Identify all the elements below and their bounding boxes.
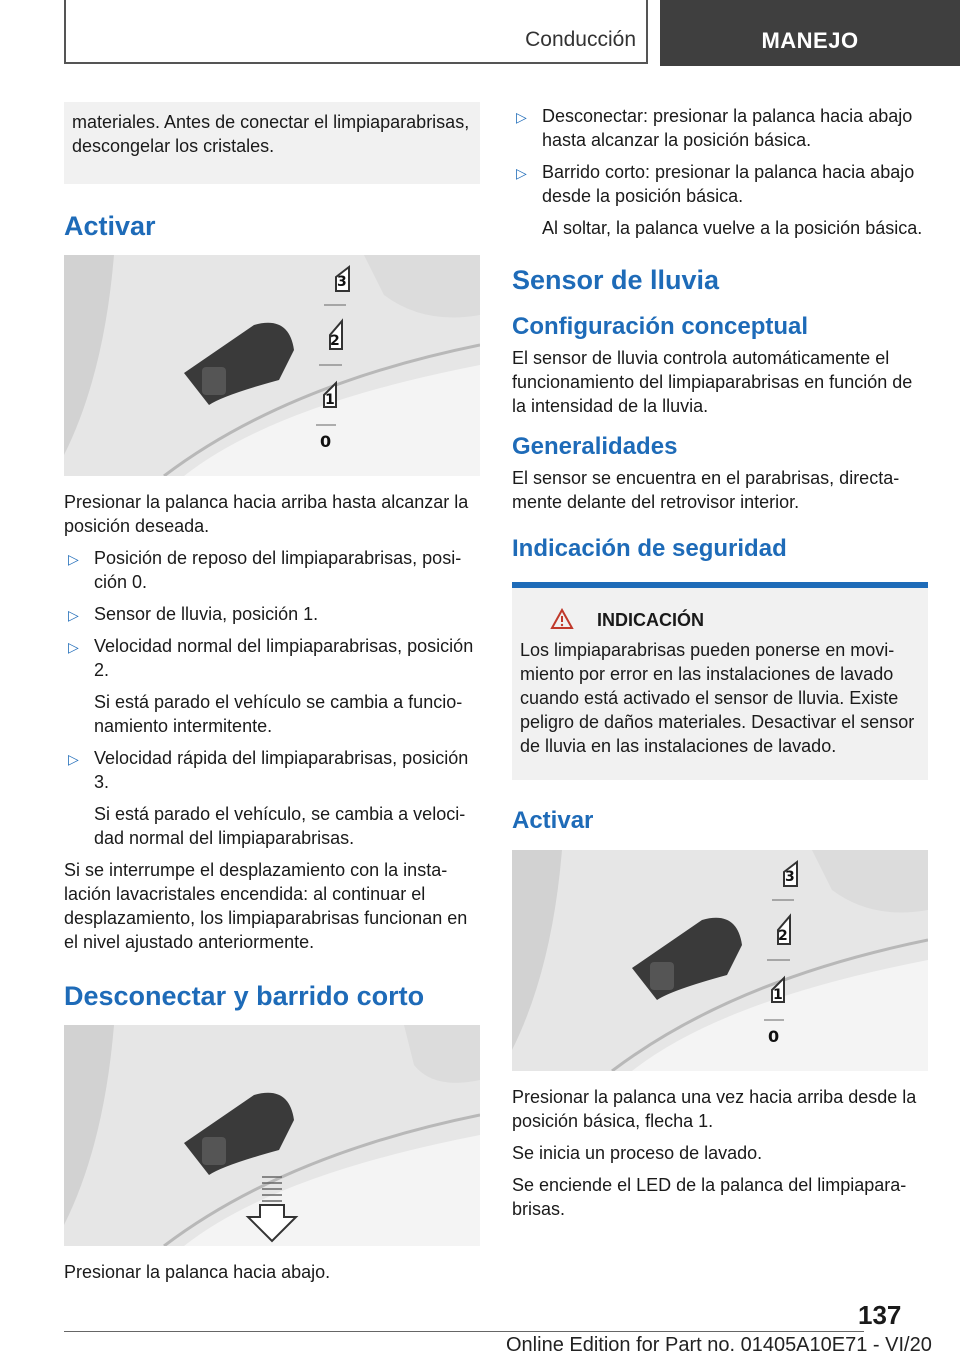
fig1-label-0: 0	[320, 432, 332, 451]
paragraph-desconectar: Presionar la palanca hacia abajo.	[64, 1262, 331, 1282]
page-number: 137	[858, 1300, 902, 1330]
list-item: ▷ Barrido corto: presionar la palanca hacia abajo desde la posición básica.	[516, 162, 915, 206]
warning-text: Los limpiaparabrisas pueden ponerse en movimiento por error en las instalaciones de lavado cuando está activado el sensor de lluvia. Existe peligro de daños materiales. Desactivar el sensor de lluvia en las instalaciones de lavado.	[520, 640, 915, 756]
footer-rule	[64, 1331, 864, 1332]
warning-triangle-icon	[550, 608, 574, 630]
fig1-label-2: 2	[330, 333, 340, 349]
triangle-bullet-icon: ▷	[68, 639, 79, 655]
list-item-subtext: Si está parado el vehículo, se cambia a velocidad normal del limpiaparabrisas.	[94, 804, 466, 848]
triangle-bullet-icon: ▷	[68, 751, 79, 767]
wiper-lever-figure-3	[512, 850, 928, 1071]
list-item: ▷ Velocidad rápida del limpiaparabrisas, posición 3.	[68, 748, 469, 792]
triangle-bullet-icon: ▷	[516, 165, 527, 181]
header-border-right	[646, 0, 648, 64]
fig3-label-2: 2	[778, 928, 788, 944]
paragraph-configuracion: El sensor de lluvia controla automáticamente el funcionamiento del limpiaparabrisas en función de la intensidad de la lluvia.	[512, 348, 913, 416]
header-section-title: Conducción	[525, 28, 636, 51]
paragraph-activar-2: Se inicia un proceso de lavado.	[512, 1143, 763, 1163]
list-item: ▷ Velocidad normal del limpiaparabrisas, posición 2.	[68, 636, 474, 680]
list-item: ▷ Desconectar: presionar la palanca hacia abajo hasta alcanzar la posición básica.	[516, 106, 913, 150]
heading-activar: Activar	[64, 211, 156, 241]
paragraph-generalidades: El sensor se encuentra en el parabrisas, directamente delante del retrovisor interior.	[512, 468, 900, 512]
triangle-bullet-icon: ▷	[68, 551, 79, 567]
fig3-label-3: 3	[785, 869, 795, 885]
paragraph-interrupcion: Si se interrumpe el desplazamiento con la instalación lavacristales encendida: al continuar el desplazamiento, los limpiaparabrisas funcionan en el nivel ajustado anteriormente.	[64, 860, 468, 952]
list-item-subtext: Si está parado el vehículo se cambia a funcionamiento intermitente.	[94, 692, 463, 736]
warning-box	[512, 588, 928, 780]
warning-panel	[512, 582, 928, 780]
list-item-subtext: Al soltar, la palanca vuelve a la posición básica.	[542, 218, 923, 238]
fig3-label-0: 0	[768, 1027, 780, 1046]
right-column	[512, 104, 928, 1221]
triangle-bullet-icon: ▷	[68, 607, 79, 623]
heading-configuracion: Configuración conceptual	[512, 313, 809, 340]
wiper-lever-figure-2	[64, 1025, 480, 1246]
fig1-label-3: 3	[337, 274, 347, 290]
header-rule	[64, 62, 646, 64]
paragraph-activar-1: Presionar la palanca una vez hacia arriba desde la posición básica, flecha 1.	[512, 1087, 917, 1131]
left-column	[64, 102, 480, 1284]
heading-seguridad: Indicación de seguridad	[512, 535, 787, 562]
note-text: materiales. Antes de conectar el limpiaparabrisas, descongelar los cristales.	[72, 112, 470, 156]
paragraph-activar-3: Se enciende el LED de la palanca del limpiaparabrisas.	[512, 1175, 907, 1219]
heading-activar-lavado: Activar	[512, 807, 594, 834]
paragraph-activar: Presionar la palanca hacia arriba hasta alcanzar la posición deseada.	[64, 492, 469, 536]
list-item: ▷ Sensor de lluvia, posición 1.	[64, 602, 480, 626]
list-item: ▷ Posición de reposo del limpiaparabrisas, posición 0.	[68, 548, 462, 592]
heading-desconectar: Desconectar y barrido corto	[64, 981, 425, 1011]
heading-generalidades: Generalidades	[512, 433, 678, 460]
note-box	[64, 102, 480, 184]
wiper-lever-figure-1	[64, 255, 480, 476]
warning-title: INDICACIÓN	[597, 610, 704, 630]
header-chapter-tab: MANEJO	[660, 0, 960, 66]
fig1-label-1: 1	[325, 392, 335, 408]
edition-text: Online Edition for Part no. 01405A10E71 - VI/20	[506, 1334, 932, 1356]
triangle-bullet-icon: ▷	[516, 109, 527, 125]
heading-sensor-lluvia: Sensor de lluvia	[512, 265, 720, 295]
fig3-label-1: 1	[773, 987, 783, 1003]
